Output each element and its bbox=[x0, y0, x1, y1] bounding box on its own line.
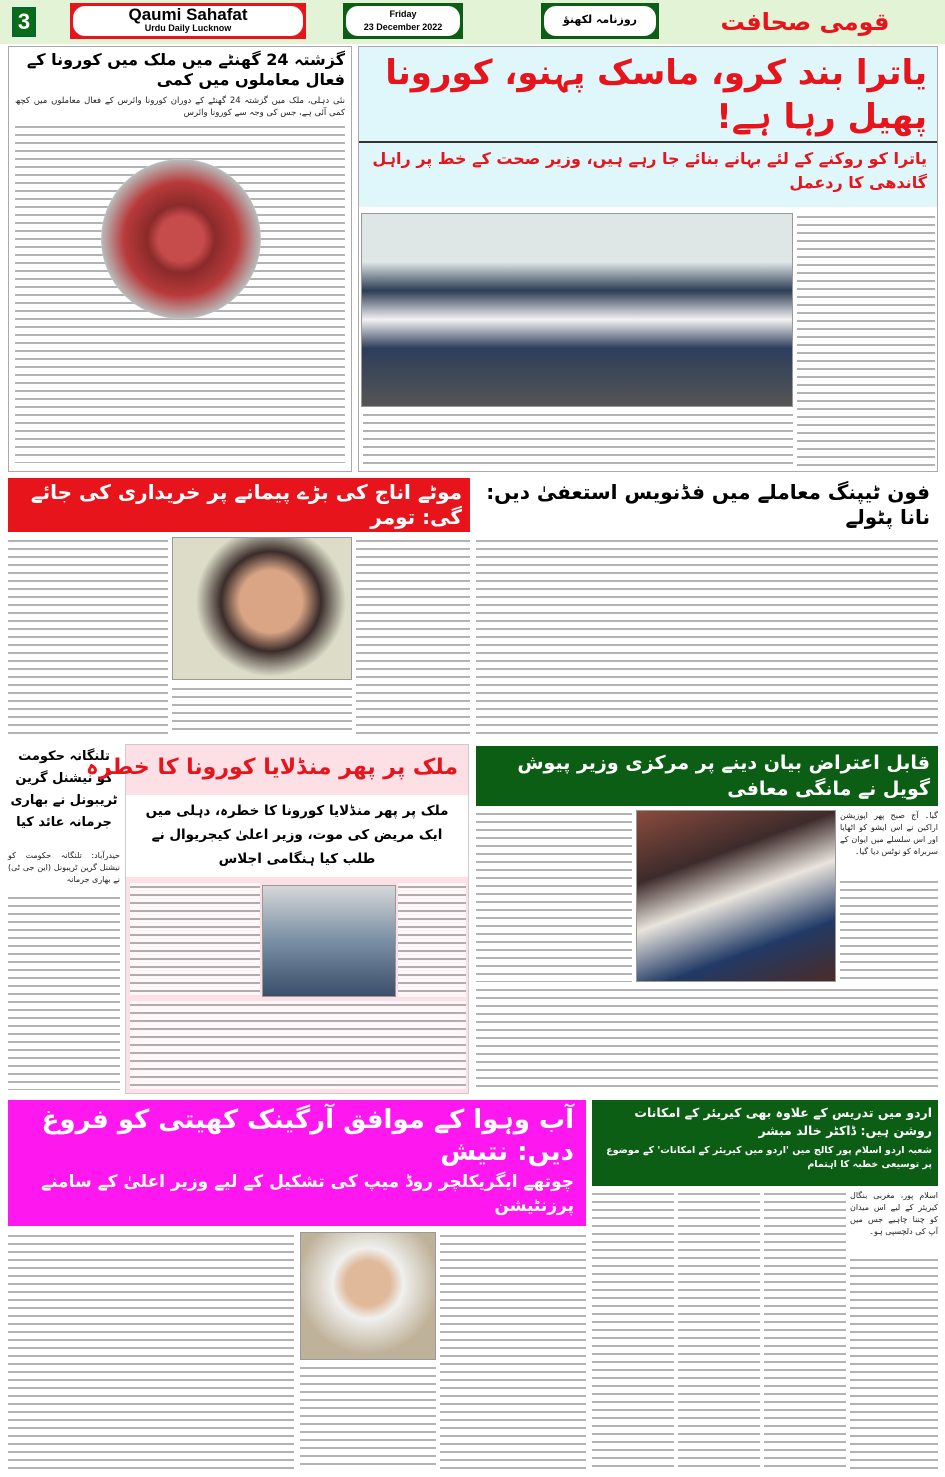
roznama-box bbox=[541, 3, 659, 39]
subheadline: ملک پر پھر منڈلایا کورونا کا خطرہ، دہلی میں ایک مریض کی موت، وزیر اعلیٰ کیجریوال نے طلب کیا ہنگامی اجلاس bbox=[126, 795, 468, 877]
tomar-photo bbox=[172, 537, 352, 680]
lead-telangana: حیدرآباد: تلنگانہ حکومت کو نیشنل گرین ٹریبونل (این جی ٹی) نے بھاری جرمانہ bbox=[8, 851, 120, 884]
lead-urdu-career: اسلام پور، مغربی بنگال کیریئر کے لیے اس میدان کو چننا چاہیے جس میں آپ کی دلچسپی ہو۔ bbox=[850, 1191, 938, 1236]
article-body-bottom bbox=[363, 411, 793, 469]
headline-box-urdu-career bbox=[592, 1100, 938, 1186]
masthead-tagline: Urdu Daily Lucknow bbox=[144, 23, 232, 33]
day: Friday bbox=[389, 9, 417, 19]
headline-phone-tapping: فون ٹیپنگ معاملے میں فڈنویس استعفیٰ دیں: نانا پٹولے bbox=[486, 480, 930, 529]
coronavirus-image bbox=[101, 159, 261, 319]
article-body-urdu-career-col1 bbox=[850, 1256, 938, 1470]
rahul-gandhi-photo bbox=[361, 213, 793, 407]
article-body-column bbox=[797, 213, 935, 469]
article-body-nitish-mid bbox=[300, 1364, 436, 1470]
headline: ملک پر پھر منڈلایا کورونا کا خطرہ bbox=[85, 755, 458, 780]
article-body-urdu-career-col2 bbox=[764, 1190, 846, 1470]
headline-goyal: قابل اعتراض بیان دینے پر مرکزی وزیر پیوش گویل نے مانگی معافی bbox=[476, 746, 938, 806]
article-body-goyal-right bbox=[840, 878, 938, 982]
article-corona-active-cases bbox=[8, 46, 352, 472]
subheadline: یاترا کو روکنے کے لئے بہانے بنائے جا رہے ہیں، وزیر صحت کے خط پر راہل گاندھی کا ردعمل bbox=[359, 143, 937, 207]
article-body-tomar-left bbox=[8, 537, 168, 735]
headline: اردو میں تدریس کے علاوہ بھی کیریئر کے امکانات روشن ہیں: ڈاکٹر خالد مبشر bbox=[634, 1105, 932, 1138]
article-body-tomar-mid bbox=[172, 685, 352, 735]
headline-tomar: موٹے اناج کی بڑے پیمانے پر خریداری کی جائے گی: تومر bbox=[8, 478, 470, 532]
article-rahul-yatra bbox=[358, 46, 938, 472]
subheadline: چوتھے ایگریکلچر روڈ میپ کی تشکیل کے لیے وزیر اعلیٰ کے سامنے پرزنٹیشن bbox=[41, 1172, 574, 1216]
article-body-telangana bbox=[8, 894, 120, 1090]
lead-goyal: گیا۔ آج صبح پھر اپوزیشن اراکین نے اس ایشو کو اٹھایا اور اس سلسلے میں ایوان کے سربراہ کو نوٹس دیا گیا۔ bbox=[840, 811, 938, 856]
lead: نئی دہلی، ملک میں گزشتہ 24 گھنٹے کے دوران کورونا وائرس کے فعال معاملوں میں کچھ کمی آئی ہے، جس کی وجہ سے کورونا وائرس bbox=[15, 96, 345, 118]
roznama: روزنامہ لکھنؤ bbox=[544, 6, 656, 36]
headline-telangana: تلنگانہ حکومت کو نیشنل گرین ٹریبونل نے بھاری جرمانہ عائد کیا bbox=[10, 749, 118, 830]
headline: یاترا بند کرو، ماسک پہنو، کورونا پھیل رہا ہے! bbox=[385, 53, 927, 137]
piyush-goyal-photo bbox=[636, 810, 836, 982]
article-body-urdu-career-col4 bbox=[592, 1190, 674, 1470]
article-body-bottom bbox=[130, 1001, 466, 1089]
article-body-nitish-right bbox=[440, 1232, 586, 1470]
headline: گزشتہ 24 گھنٹے میں ملک میں کورونا کے فعال معاملوں میں کمی bbox=[26, 50, 345, 89]
article-body-urdu-career-col3 bbox=[678, 1190, 760, 1470]
article-body-phone-tapping bbox=[476, 537, 938, 735]
headline-box-nitish bbox=[8, 1100, 586, 1226]
child-mask-photo bbox=[262, 885, 396, 997]
subheadline: شعبہ اردو اسلام پور کالج میں 'اردو میں کیریئر کے امکانات' کے موضوع پر توسیعی خطبہ کا اہتمام bbox=[606, 1145, 932, 1170]
headline: آب وہوا کے موافق آرگینک کھیتی کو فروغ دیں: نتیش bbox=[41, 1105, 574, 1167]
article-body-right bbox=[398, 883, 466, 997]
date-box bbox=[343, 3, 463, 39]
date: 23 December 2022 bbox=[363, 22, 443, 32]
article-body-tomar-right bbox=[356, 537, 470, 735]
article-body-left bbox=[130, 883, 260, 995]
article-body-nitish-left bbox=[8, 1232, 294, 1470]
article-body-goyal-left bbox=[476, 810, 632, 982]
page-number: 3 bbox=[12, 7, 36, 37]
masthead-title: Qaumi Sahafat bbox=[128, 5, 248, 24]
nitish-kumar-photo bbox=[300, 1232, 436, 1360]
article-corona-threat bbox=[85, 744, 469, 1094]
masthead-logo-urdu: قومی صحافت bbox=[720, 8, 890, 36]
masthead-name-box bbox=[70, 3, 306, 39]
article-body-goyal-bottom bbox=[476, 986, 938, 1090]
